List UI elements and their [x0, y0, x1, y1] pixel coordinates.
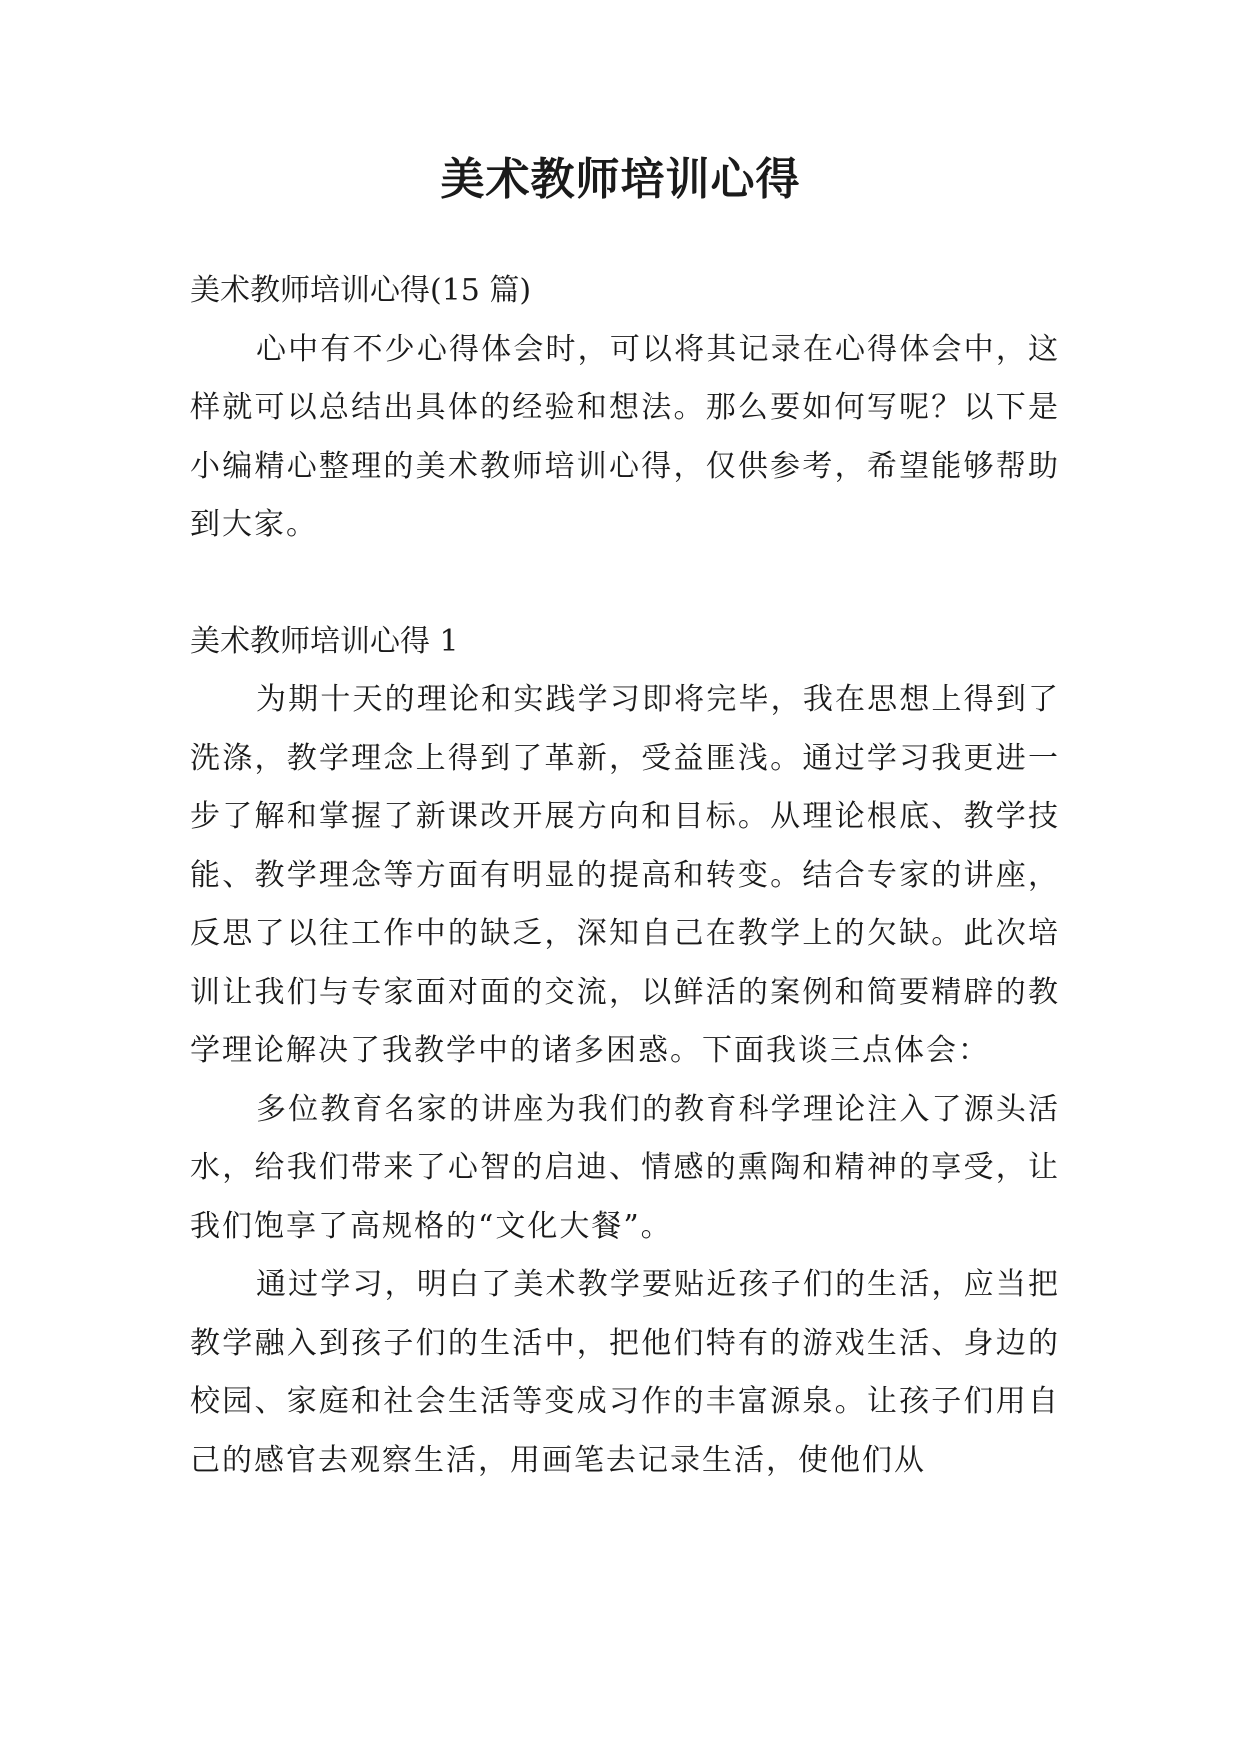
section-1-heading: 美术教师培训心得 1 — [190, 623, 459, 659]
section-1-paragraph-1: 为期十天的理论和实践学习即将完毕，我在思想上得到了洗涤，教学理念上得到了革新，受益匪浅。通过学习我更进一步了解和掌握了新课改开展方向和目标。从理论根底、教学技能、教学理念等方面有明显的提高和转变。结合专家的讲座，反思了以往工作中的缺乏，深知自己在教学上的欠缺。此次培训让我们与专家面对面的交流，以鲜活的案例和简要精辟的教学理论解决了我教学中的诸多困惑。下面我谈三点体会： — [190, 682, 1060, 1068]
section-1-paragraph-2: 多位教育名家的讲座为我们的教育科学理论注入了源头活水，给我们带来了心智的启迪、情感的熏陶和精神的享受，让我们饱享了高规格的“文化大餐”。 — [190, 1091, 1060, 1244]
document-body — [190, 262, 1060, 1490]
document-title: 美术教师培训心得 — [440, 154, 801, 205]
intro-paragraph: 心中有不少心得体会时，可以将其记录在心得体会中，这样就可以总结出具体的经验和想法。那么要如何写呢？以下是小编精心整理的美术教师培训心得，仅供参考，希望能够帮助到大家。 — [190, 331, 1060, 542]
document-subtitle: 美术教师培训心得(15 篇) — [190, 273, 532, 308]
section-1-paragraph-3: 通过学习，明白了美术教学要贴近孩子们的生活，应当把教学融入到孩子们的生活中，把他们特有的游戏生活、身边的校园、家庭和社会生活等变成习作的丰富源泉。让孩子们用自己的感官去观察生活，用画笔去记录生活，使他们从 — [190, 1267, 1060, 1478]
